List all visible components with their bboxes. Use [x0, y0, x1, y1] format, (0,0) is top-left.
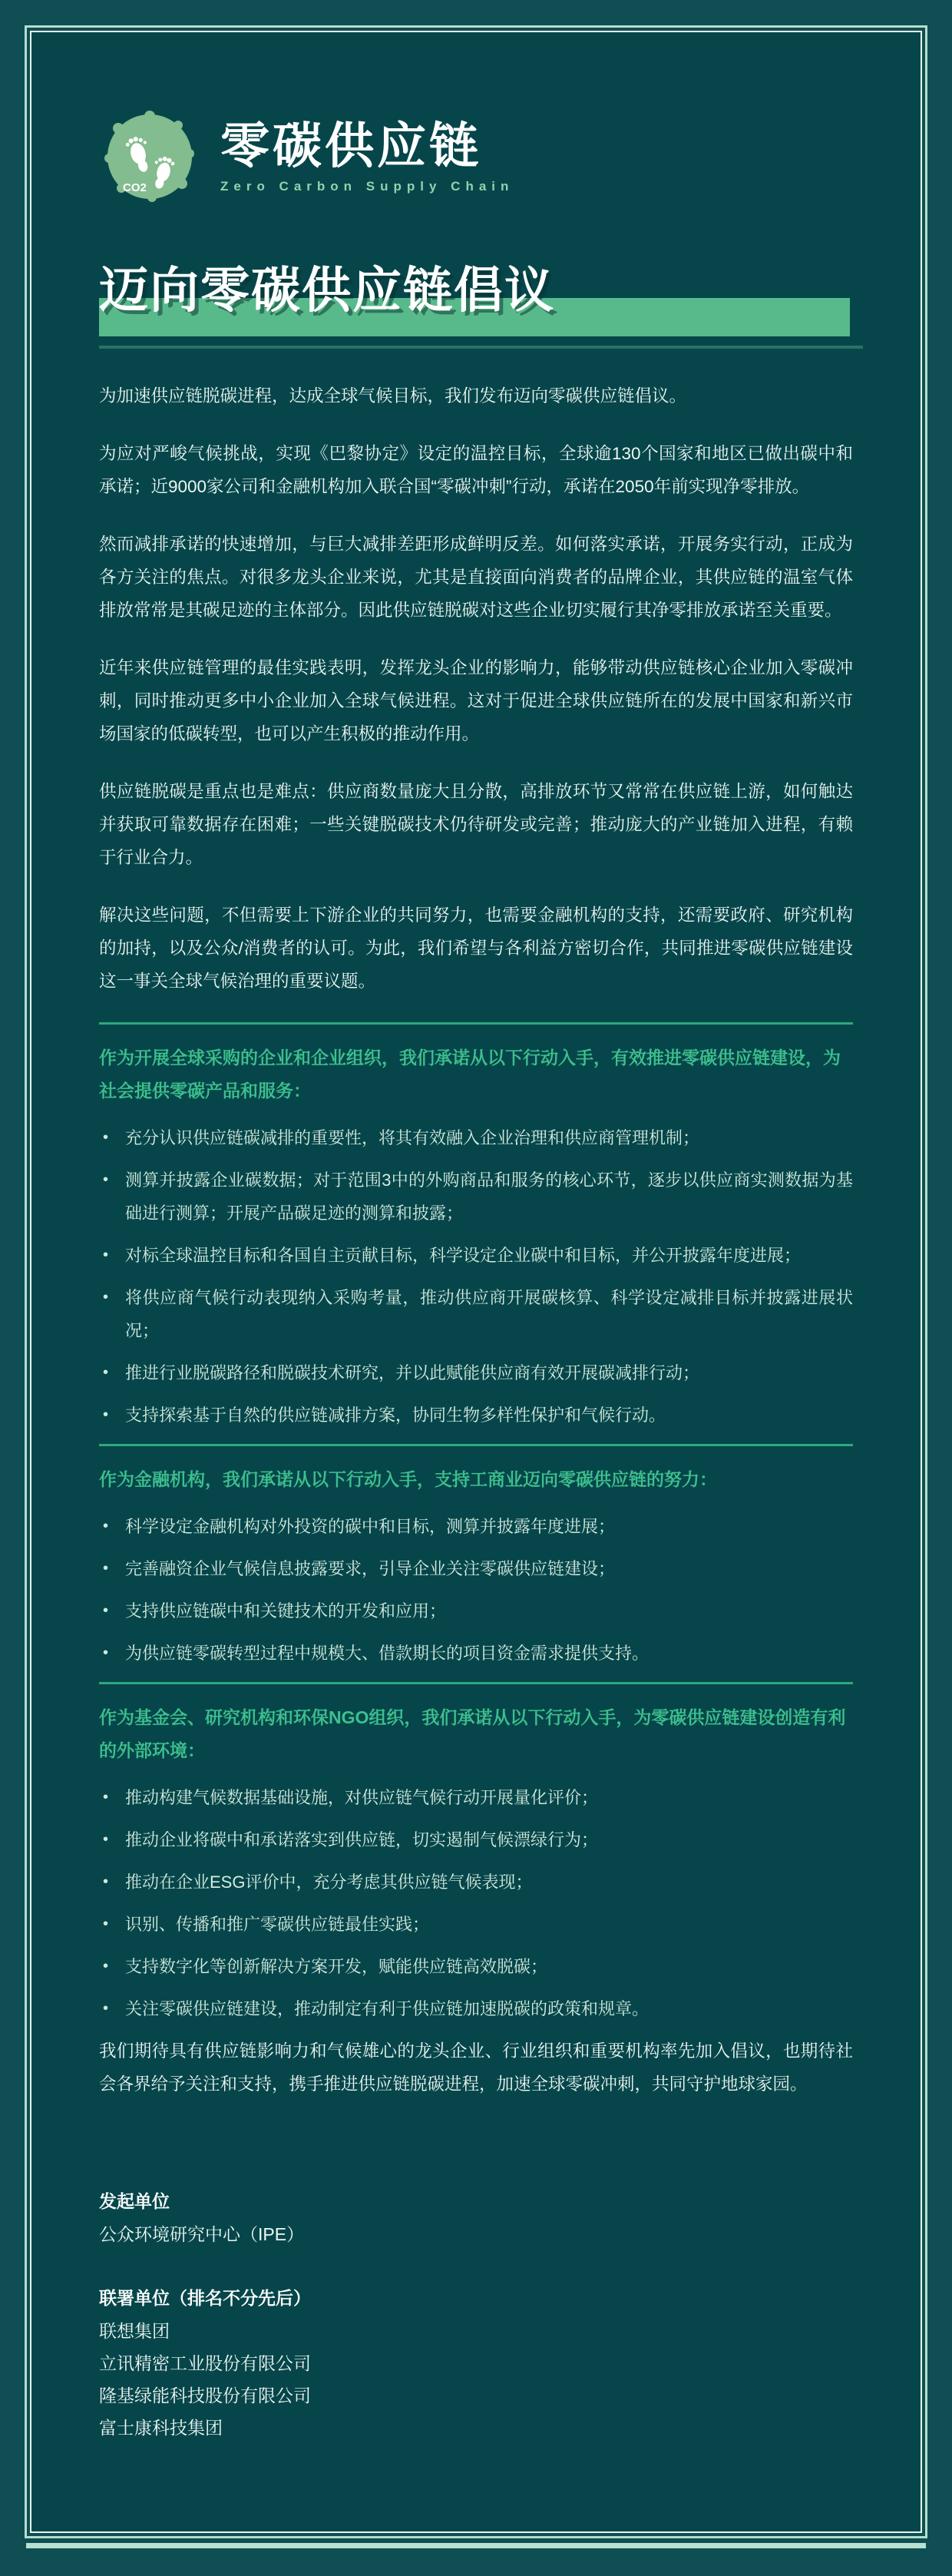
bullet-dot-icon: • — [103, 1958, 109, 1975]
list-item: • 为供应链零碳转型过程中规模大、借款期长的项目资金需求提供支持。 — [99, 1637, 853, 1670]
list-item: • 支持供应链碳中和关键技术的开发和应用； — [99, 1594, 853, 1627]
cosigner-name: 富士康科技集团 — [99, 2418, 223, 2438]
section-divider — [99, 1022, 853, 1025]
list-item: • 测算并披露企业碳数据；对于范围3中的外购商品和服务的核心环节，逐步以供应商实测数据为基础进行测算；开展产品碳足迹的测算和披露； — [99, 1164, 853, 1230]
title-banner — [99, 263, 853, 318]
list-item: • 推动构建气候数据基础设施，对供应链气候行动开展量化评价； — [99, 1781, 853, 1814]
intro-paragraph: 供应链脱碳是重点也是难点：供应商数量庞大且分散，高排放环节又常常在供应链上游，如何触达并获取可靠数据存在困难；一些关键脱碳技术仍待研发或完善；推动庞大的产业链加入进程，有赖于行业合力。 — [99, 782, 853, 867]
footer-spacer — [99, 2251, 853, 2282]
bullet-dot-icon: • — [103, 1915, 109, 1932]
intro-section — [99, 379, 853, 998]
list-item: • 推动在企业ESG评价中，充分考虑其供应链气候表现； — [99, 1866, 853, 1899]
signatories-footer — [99, 2185, 853, 2444]
list-item: • 关注零碳供应链建设，推动制定有利于供应链加速脱碳的政策和规章。 — [99, 1992, 853, 2025]
section-heading-purchasers: 作为开展全球采购的企业和企业组织，我们承诺从以下行动入手，有效推进零碳供应链建设，为社会提供零碳产品和服务： — [99, 1048, 841, 1101]
list-item: • 支持数字化等创新解决方案开发，赋能供应链高效脱碳； — [99, 1950, 853, 1983]
intro-paragraph: 近年来供应链管理的最佳实践表明，发挥龙头企业的影响力，能够带动供应链核心企业加入零碳冲刺，同时推动更多中小企业加入全球气候进程。这对于促进全球供应链所在的发展中国家和新兴市场国家的低碳转型，也可以产生积极的推动作用。 — [99, 658, 853, 743]
list-item: • 推进行业脱碳路径和脱碳技术研究，并以此赋能供应商有效开展碳减排行动； — [99, 1356, 853, 1389]
bullet-dot-icon: • — [103, 1789, 109, 1806]
bullet-dot-icon: • — [103, 1289, 109, 1306]
bullet-dot-icon: • — [103, 1873, 109, 1890]
commitments-list-ngo — [99, 1781, 853, 2025]
page-title: 迈向零碳供应链倡议 — [99, 263, 555, 318]
list-item: • 推动企业将碳中和承诺落实到供应链，切实遏制气候漂绿行为； — [99, 1823, 853, 1856]
initiator-label: 发起单位 — [99, 2191, 170, 2211]
cosigner-name: 联想集团 — [99, 2321, 170, 2341]
bullet-dot-icon: • — [103, 1247, 109, 1263]
bullet-dot-icon: • — [103, 1644, 109, 1661]
cosigner-name: 隆基绿能科技股份有限公司 — [99, 2386, 311, 2405]
section-divider — [99, 1682, 853, 1684]
list-item: • 科学设定金融机构对外投资的碳中和目标，测算并披露年度进展； — [99, 1510, 853, 1543]
section-heading-ngo: 作为基金会、研究机构和环保NGO组织，我们承诺从以下行动入手，为零碳供应链建设创造有利的外部环境： — [99, 1707, 846, 1760]
bullet-dot-icon: • — [103, 1602, 109, 1619]
commitments-list-purchasers — [99, 1121, 853, 1432]
bullet-dot-icon: • — [103, 1364, 109, 1381]
content-panel — [30, 31, 922, 2533]
bullet-dot-icon: • — [103, 1831, 109, 1848]
title-underline — [99, 346, 863, 349]
brand-name-zh: 零碳供应链 — [220, 118, 481, 174]
cosigner-name: 立讯精密工业股份有限公司 — [99, 2353, 311, 2373]
list-item: • 支持探索基于自然的供应链减排方案，协同生物多样性保护和气候行动。 — [99, 1399, 853, 1432]
logo-co2-text: CO2 — [123, 181, 147, 194]
list-item: • 识别、传播和推广零碳供应链最佳实践； — [99, 1908, 853, 1941]
intro-paragraph: 然而减排承诺的快速增加，与巨大减排差距形成鲜明反差。如何落实承诺，开展务实行动，正成为各方关注的焦点。对很多龙头企业来说，尤其是直接面向消费者的品牌企业，其供应链的温室气体排放常常是其碳足迹的主体部分。因此供应链脱碳对这些企业切实履行其净零排放承诺至关重要。 — [99, 535, 853, 620]
bullet-dot-icon: • — [103, 2000, 109, 2017]
cosigner-list — [99, 2315, 853, 2444]
bullet-dot-icon: • — [103, 1406, 109, 1423]
list-item: • 将供应商气候行动表现纳入采购考量，推动供应商开展碳核算、科学设定减排目标并披露进展状况； — [99, 1281, 853, 1347]
section-heading-finance: 作为金融机构，我们承诺从以下行动入手，支持工商业迈向零碳供应链的努力： — [99, 1469, 717, 1489]
bullet-dot-icon: • — [103, 1171, 109, 1188]
list-item: • 完善融资企业气候信息披露要求，引导企业关注零碳供应链建设； — [99, 1552, 853, 1585]
commitments-list-finance — [99, 1510, 853, 1670]
list-item: • 对标全球温控目标和各国自主贡献目标，科学设定企业碳中和目标，并公开披露年度进展； — [99, 1239, 853, 1272]
list-item: • 充分认识供应链碳减排的重要性，将其有效融入企业治理和供应商管理机制； — [99, 1121, 853, 1154]
carbon-footprint-logo-icon — [102, 109, 197, 204]
section-divider — [99, 1444, 853, 1446]
initiator-name: 公众环境研究中心（IPE） — [99, 2224, 305, 2244]
brand-header — [102, 109, 853, 204]
brand-name-en: Zero Carbon Supply Chain — [220, 179, 514, 194]
intro-paragraph: 为加速供应链脱碳进程，达成全球气候目标，我们发布迈向零碳供应链倡议。 — [99, 386, 687, 406]
decorative-frame — [25, 25, 927, 2538]
frame-bottom-accent — [26, 2543, 926, 2548]
closing-paragraph: 我们期待具有供应链影响力和气候雄心的龙头企业、行业组织和重要机构率先加入倡议，也期待社会各界给予关注和支持，携手推进供应链脱碳进程，加速全球零碳冲刺，共同守护地球家园。 — [99, 2041, 853, 2094]
brand-names — [220, 119, 514, 194]
bullet-dot-icon: • — [103, 1560, 109, 1577]
intro-paragraph: 解决这些问题，不但需要上下游企业的共同努力，也需要金融机构的支持，还需要政府、研究机构的加持，以及公众/消费者的认可。为此，我们希望与各利益方密切合作，共同推进零碳供应链建设这一事关全球气候治理的重要议题。 — [99, 906, 853, 991]
cosigner-label: 联署单位（排名不分先后） — [99, 2288, 311, 2308]
bullet-dot-icon: • — [103, 1129, 109, 1146]
bullet-dot-icon: • — [103, 1518, 109, 1535]
intro-paragraph: 为应对严峻气候挑战，实现《巴黎协定》设定的温控目标，全球逾130个国家和地区已做出碳中和承诺；近9000家公司和金融机构加入联合国“零碳冲刺”行动，承诺在2050年前实现净零排放。 — [99, 444, 853, 496]
